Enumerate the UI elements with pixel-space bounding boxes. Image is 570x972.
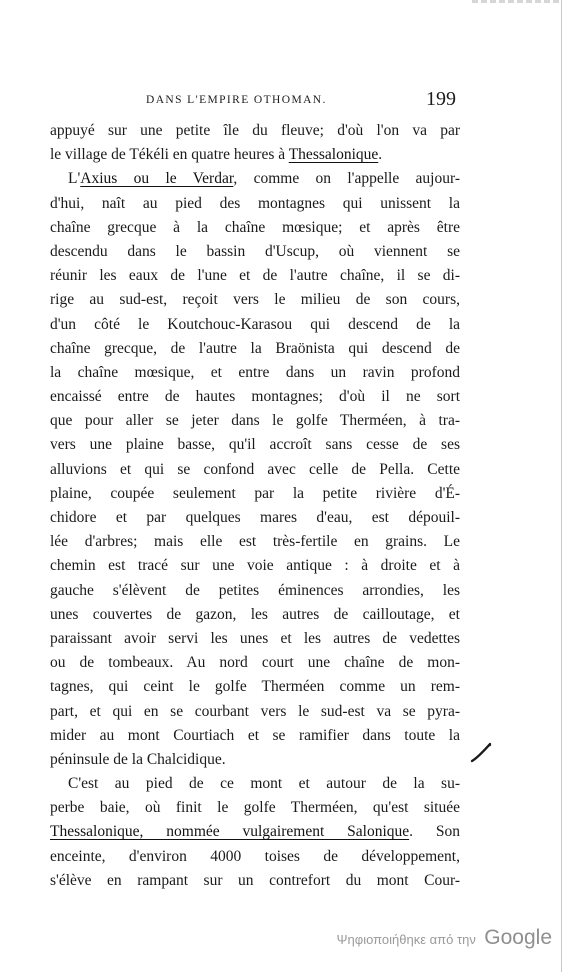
text-line xyxy=(50,820,460,844)
text-span: appuyé sur une petite île du fleuve; d'où l'on va par xyxy=(50,122,460,139)
text-line xyxy=(50,385,460,409)
text-span: ou de tombeaux. Au nord court une chaîne de mon- xyxy=(50,654,460,672)
text-line xyxy=(50,482,460,506)
text-span: part, et qui en se courbant vers le sud-est va se pyra- xyxy=(50,702,460,720)
google-logo: Google xyxy=(484,926,552,949)
body-text xyxy=(50,119,460,893)
text-span: péninsule de la Chalcidique. xyxy=(50,750,226,768)
underlined-place-name: Thessalonique xyxy=(288,146,379,164)
text-line xyxy=(50,264,460,288)
text-span: plaine, coupée seulement par la petite rivière d'É- xyxy=(50,484,460,502)
text-span: . xyxy=(378,146,383,164)
digitization-watermark xyxy=(337,926,552,950)
text-line xyxy=(50,361,460,385)
text-line xyxy=(50,192,460,216)
text-line xyxy=(50,143,460,167)
text-span: chemin est tracé sur une voie antique : à droite et à xyxy=(50,557,460,575)
text-line xyxy=(50,651,460,675)
text-line xyxy=(50,216,460,240)
text-span: enceinte, d'environ 4000 toises de développement, xyxy=(50,847,460,865)
text-span: que pour aller se jeter dans le golfe Therméen, à tra- xyxy=(50,412,460,430)
running-title: DANS L'EMPIRE OTHOMAN. xyxy=(146,94,327,106)
text-span: C'est au pied de ce mont et autour de la su- xyxy=(68,775,460,793)
text-line xyxy=(50,627,460,651)
text-line xyxy=(50,748,460,772)
text-line xyxy=(50,700,460,724)
text-line xyxy=(50,530,460,554)
text-span: paraissant avoir servi les unes et les autres de vedettes xyxy=(50,629,460,647)
text-span: le village de Tékéli en quatre heures à xyxy=(50,146,289,164)
page-number: 199 xyxy=(426,88,456,110)
text-span: vers une plaine basse, qu'il accroît sans cesse de ses xyxy=(50,436,460,454)
text-span: chidore et par quelques mares d'eau, est dépouil- xyxy=(50,509,460,526)
text-line xyxy=(50,313,460,337)
text-line xyxy=(50,579,460,603)
text-span: descendu dans le bassin d'Uscup, où viennent se xyxy=(50,242,460,260)
text-line xyxy=(50,167,460,191)
underlined-place-name: Thessalonique, nommée vulgairement Salonique xyxy=(50,823,410,841)
text-span: , comme on l'appelle aujour- xyxy=(233,170,460,188)
watermark-text: Ψηφιοποιήθηκε από την xyxy=(336,932,476,947)
text-line xyxy=(50,554,460,578)
text-span: rige au sud-est, reçoit vers le milieu de son cours, xyxy=(50,291,460,309)
text-line xyxy=(50,240,460,264)
text-line xyxy=(50,119,460,143)
text-line xyxy=(50,433,460,457)
text-line xyxy=(50,869,460,893)
text-line xyxy=(50,288,460,312)
text-span: chaîne grecque à la chaîne mœsique; et après être xyxy=(50,218,460,236)
underlined-place-name: Axius ou le Verdar xyxy=(80,170,234,188)
page-edge xyxy=(561,0,562,972)
text-span: unes couvertes de gazon, les autres de cailloutage, et xyxy=(50,605,460,623)
text-line xyxy=(50,409,460,433)
text-span: chaîne grecque, de l'autre la Braönista qui descend de xyxy=(50,339,460,357)
text-span: gauche s'élèvent de petites éminences arrondies, les xyxy=(50,581,460,599)
text-span: s'élève en rampant sur un contrefort du mont Cour- xyxy=(50,871,460,889)
text-span: encaissé entre de hautes montagnes; d'où il ne sort xyxy=(50,388,460,406)
text-line xyxy=(50,603,460,627)
text-line xyxy=(50,724,460,748)
text-line xyxy=(50,845,460,869)
text-span: . Son xyxy=(409,823,460,841)
text-line xyxy=(50,506,460,530)
text-span: perbe baie, où finit le golfe Therméen, qu'est située xyxy=(50,799,460,817)
pencil-mark-icon xyxy=(470,739,496,769)
text-span: d'hui, naît au pied des montagnes qui unissent la xyxy=(50,194,460,212)
text-line xyxy=(50,337,460,361)
text-span: L' xyxy=(68,170,81,188)
text-span: alluvions et qui se confond avec celle de Pella. Cette xyxy=(50,460,460,478)
text-span: mider au mont Courtiach et se ramifier dans toute la xyxy=(50,726,460,744)
text-span: tagnes, qui ceint le golfe Therméen comme un rem- xyxy=(50,678,460,696)
text-line xyxy=(50,796,460,820)
text-span: la chaîne mœsique, et entre dans un ravin profond xyxy=(50,363,460,381)
text-line xyxy=(50,458,460,482)
text-line xyxy=(50,675,460,699)
text-line xyxy=(50,772,460,796)
text-span: réunir les eaux de l'une et de l'autre chaîne, il se di- xyxy=(50,267,460,285)
text-span: lée d'arbres; mais elle est très-fertile en grains. Le xyxy=(50,533,460,551)
scan-edge-strip xyxy=(472,0,562,3)
text-span: d'un côté le Koutchouc-Karasou qui descend de la xyxy=(50,315,460,333)
